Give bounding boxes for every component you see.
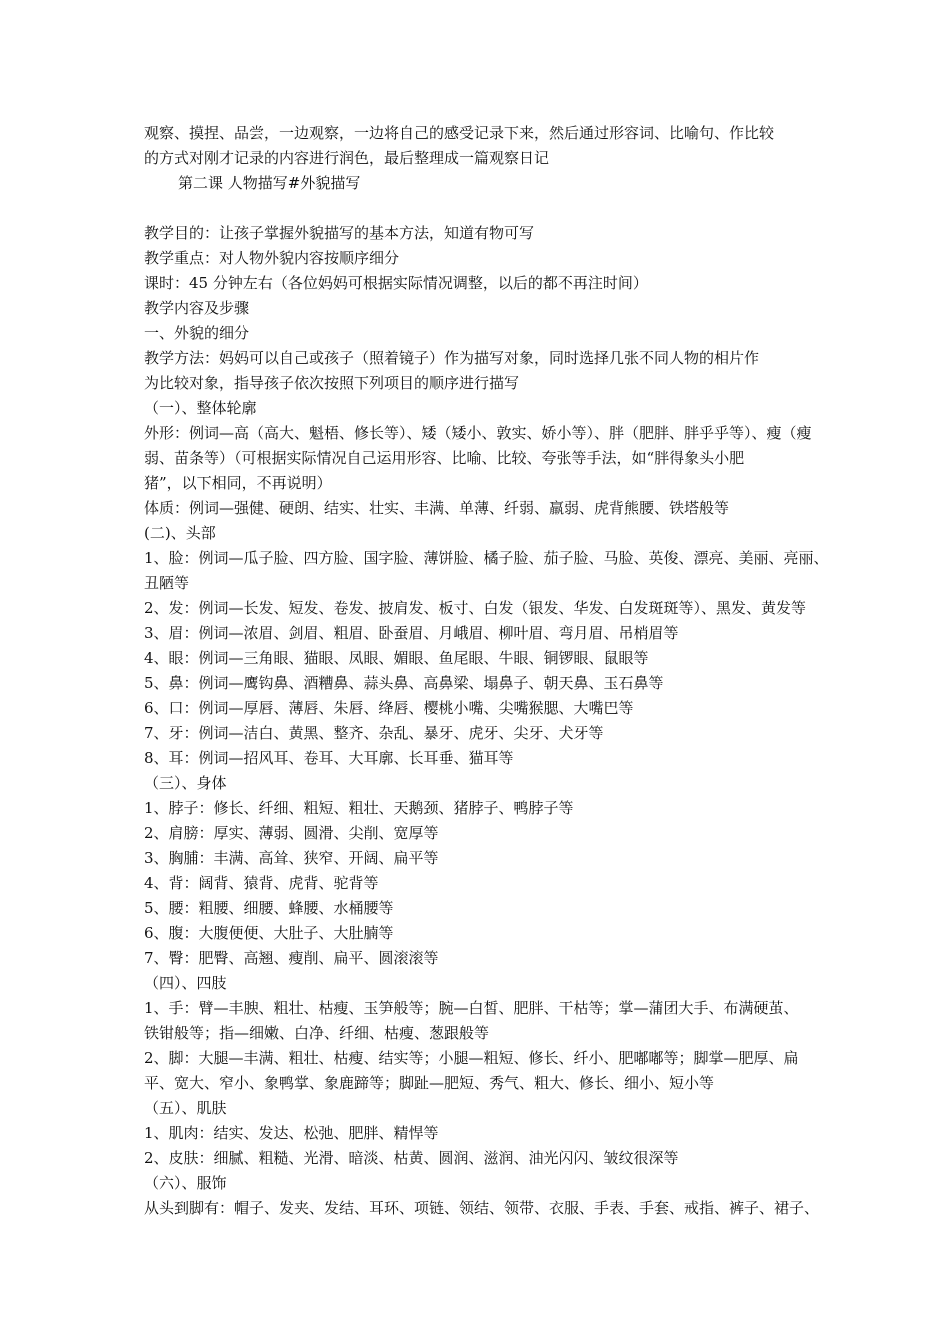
- text-line: 5、腰：粗腰、细腰、蜂腰、水桶腰等: [144, 899, 394, 917]
- text-line: (二)、头部: [144, 524, 216, 542]
- text-line: 2、肩膀：厚实、薄弱、圆滑、尖削、宽厚等: [144, 824, 439, 842]
- text-line: （五）、肌肤: [144, 1099, 227, 1117]
- text-line: 6、腹：大腹便便、大肚子、大肚腩等: [144, 924, 394, 942]
- text-line: （四）、四肢: [144, 974, 227, 992]
- text-line: 教学方法：妈妈可以自己或孩子（照着镜子）作为描写对象，同时选择几张不同人物的相片作: [144, 349, 760, 367]
- text-line: 教学内容及步骤: [144, 299, 250, 317]
- text-line: 5、鼻：例词—鹰钩鼻、酒糟鼻、蒜头鼻、高鼻梁、塌鼻子、朝天鼻、玉石鼻等: [144, 674, 664, 692]
- text-line: 为比较对象，指导孩子依次按照下列项目的顺序进行描写: [144, 374, 520, 392]
- text-line: 教学重点：对人物外貌内容按顺序细分: [144, 249, 400, 267]
- text-line: 课时：45 分钟左右（各位妈妈可根据实际情况调整，以后的都不再注时间）: [144, 274, 648, 292]
- text-line: 4、背：阔背、猿背、虎背、驼背等: [144, 874, 379, 892]
- text-line: 8、耳：例词—招风耳、卷耳、大耳廓、长耳垂、猫耳等: [144, 749, 514, 767]
- text-line: 7、臀：肥臀、高翘、瘦削、扁平、圆滚滚等: [144, 949, 439, 967]
- text-line: 2、脚：大腿—丰满、粗壮、枯瘦、结实等；小腿—粗短、修长、纤小、肥嘟嘟等；脚掌—肥厚、扁: [144, 1049, 799, 1067]
- text-line: 教学目的：让孩子掌握外貌描写的基本方法，知道有物可写: [144, 224, 535, 242]
- text-line: 6、口：例词—厚唇、薄唇、朱唇、绛唇、樱桃小嘴、尖嘴猴腮、大嘴巴等: [144, 699, 634, 717]
- text-line: 从头到脚有：帽子、发夹、发结、耳环、项链、领结、领带、衣服、手表、手套、戒指、裤子、裙子、: [144, 1199, 820, 1217]
- text-line: 外形：例词—高（高大、魁梧、修长等）、矮（矮小、敦实、娇小等）、胖（肥胖、胖乎乎等）、瘦（瘦: [144, 424, 812, 442]
- blank-line: [144, 196, 824, 221]
- text-line: 3、眉：例词—浓眉、剑眉、粗眉、卧蚕眉、月峨眉、柳叶眉、弯月眉、吊梢眉等: [144, 624, 679, 642]
- lesson-heading: 第二课 人物描写#外貌描写: [178, 174, 361, 192]
- text-line: 的方式对刚才记录的内容进行润色，最后整理成一篇观察日记: [144, 149, 550, 167]
- text-line: 丑陋等: [144, 574, 190, 592]
- text-line: 7、牙：例词—洁白、黄黑、整齐、杂乱、暴牙、虎牙、尖牙、犬牙等: [144, 724, 604, 742]
- text-line: 观察、摸捏、品尝，一边观察，一边将自己的感受记录下来，然后通过形容词、比喻句、作比较: [144, 124, 775, 142]
- text-line: 4、眼：例词—三角眼、猫眼、凤眼、媚眼、鱼尾眼、牛眼、铜锣眼、鼠眼等: [144, 649, 649, 667]
- text-line: （六）、服饰: [144, 1174, 227, 1192]
- text-line: 1、脖子：修长、纤细、粗短、粗壮、天鹅颈、猪脖子、鸭脖子等: [144, 799, 574, 817]
- text-line: （一）、整体轮廓: [144, 399, 257, 417]
- text-line: 体质：例词—强健、硬朗、结实、壮实、丰满、单薄、纤弱、羸弱、虎背熊腰、铁塔般等: [144, 499, 730, 517]
- text-line: 2、皮肤：细腻、粗糙、光滑、暗淡、枯黄、圆润、滋润、油光闪闪、皱纹很深等: [144, 1149, 679, 1167]
- text-line: 猪”，以下相同，不再说明）: [144, 474, 332, 492]
- text-line: 1、肌肉：结实、发达、松弛、肥胖、精悍等: [144, 1124, 439, 1142]
- text-line: 弱、苗条等）（可根据实际情况自己运用形容、比喻、比较、夸张等手法，如“胖得象头小肥: [144, 449, 745, 467]
- text-line: 3、胸脯：丰满、高耸、狭窄、开阔、扁平等: [144, 849, 439, 867]
- text-line: 1、手：臂—丰腴、粗壮、枯瘦、玉笋般等；腕—白皙、肥胖、干枯等；掌—蒲团大手、布满硬茧、: [144, 999, 799, 1017]
- text-line: 一、外貌的细分: [144, 324, 250, 342]
- text-line: （三）、身体: [144, 774, 227, 792]
- text-line: 平、宽大、窄小、象鸭掌、象鹿蹄等；脚趾—肥短、秀气、粗大、修长、细小、短小等: [144, 1074, 715, 1092]
- text-line: 1、脸：例词—瓜子脸、四方脸、国字脸、薄饼脸、橘子脸、茄子脸、马脸、英俊、漂亮、美丽、亮丽、: [144, 549, 829, 567]
- text-line: 2、发：例词—长发、短发、卷发、披肩发、板寸、白发（银发、华发、白发斑斑等）、黑发、黄发等: [144, 599, 807, 617]
- text-line: 铁钳般等；指—细嫩、白净、纤细、枯瘦、葱跟般等: [144, 1024, 490, 1042]
- document-body: [144, 121, 829, 1221]
